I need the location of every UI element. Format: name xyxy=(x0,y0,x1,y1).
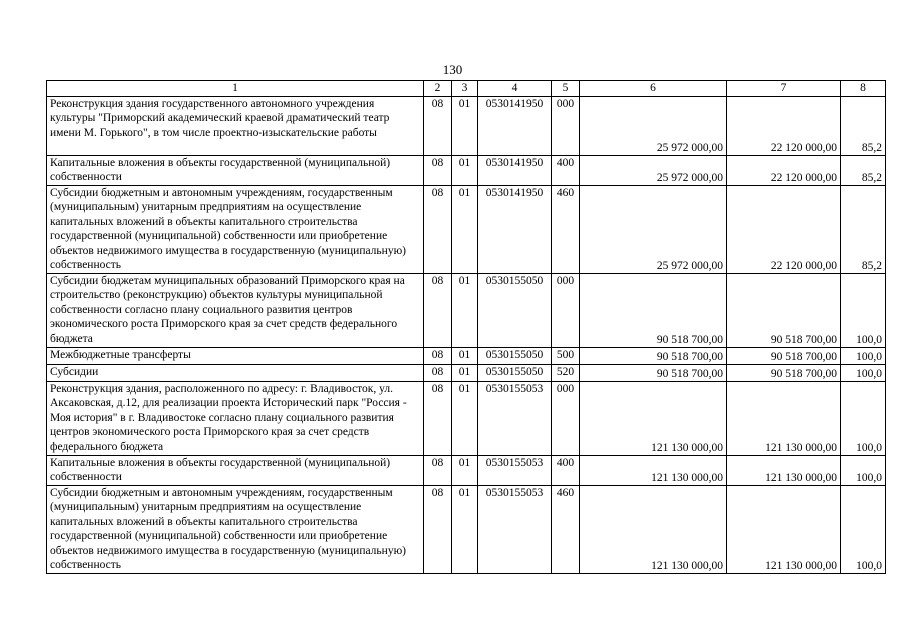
executed-amount: 22 120 000,00 xyxy=(727,156,841,186)
executed-amount: 121 130 000,00 xyxy=(727,382,841,456)
subsection-code: 01 xyxy=(452,274,478,348)
row-description: Субсидии бюджетам муниципальных образований Приморского края на строительство (реконструкцию) объектов культуры муниципальной собственности согласно плану социального развития центров экономического роста Приморского края за счет средств федерального бюджета xyxy=(47,274,424,348)
row-description: Капитальные вложения в объекты государственной (муниципальной) собственности xyxy=(47,156,424,186)
executed-amount: 90 518 700,00 xyxy=(727,365,841,382)
section-code: 08 xyxy=(424,97,452,156)
expense-type-code: 000 xyxy=(552,382,580,456)
row-description: Субсидии бюджетным и автономным учреждениям, государственным (муниципальным) унитарным предприятиям на осуществление капитальных вложений в объекты капитального строительства государственной (муниципальной) собственности или приобретение объектов недвижимого имущества в государственную (муниципальную) собственность xyxy=(47,486,424,574)
execution-percent: 85,2 xyxy=(841,156,886,186)
table-row xyxy=(47,382,886,456)
expense-type-code: 500 xyxy=(552,348,580,365)
planned-amount: 121 130 000,00 xyxy=(580,486,727,574)
execution-percent: 100,0 xyxy=(841,456,886,486)
subsection-code: 01 xyxy=(452,156,478,186)
row-description: Субсидии xyxy=(47,365,424,382)
execution-percent: 100,0 xyxy=(841,274,886,348)
expense-type-code: 400 xyxy=(552,456,580,486)
execution-percent: 100,0 xyxy=(841,486,886,574)
column-header: 5 xyxy=(552,81,580,97)
target-article-code: 0530155050 xyxy=(478,274,552,348)
column-header: 1 xyxy=(47,81,424,97)
column-header: 7 xyxy=(727,81,841,97)
target-article-code: 0530141950 xyxy=(478,156,552,186)
planned-amount: 90 518 700,00 xyxy=(580,274,727,348)
table-row xyxy=(47,348,886,365)
planned-amount: 121 130 000,00 xyxy=(580,382,727,456)
expense-type-code: 000 xyxy=(552,97,580,156)
header-row xyxy=(47,81,886,97)
section-code: 08 xyxy=(424,456,452,486)
table-row xyxy=(47,365,886,382)
planned-amount: 25 972 000,00 xyxy=(580,186,727,274)
expense-type-code: 400 xyxy=(552,156,580,186)
executed-amount: 121 130 000,00 xyxy=(727,486,841,574)
table-row xyxy=(47,486,886,574)
column-header: 4 xyxy=(478,81,552,97)
table-row xyxy=(47,274,886,348)
planned-amount: 25 972 000,00 xyxy=(580,156,727,186)
row-description: Реконструкция здания, расположенного по адресу: г. Владивосток, ул. Аксаковская, д.12, для реализации проекта Исторический парк "Россия - Моя история" в г. Владивостоке согласно плану социального развития центров экономического роста Приморского края за счет средств федерального бюджета xyxy=(47,382,424,456)
subsection-code: 01 xyxy=(452,348,478,365)
target-article-code: 0530155053 xyxy=(478,486,552,574)
column-header: 8 xyxy=(841,81,886,97)
subsection-code: 01 xyxy=(452,97,478,156)
subsection-code: 01 xyxy=(452,456,478,486)
executed-amount: 22 120 000,00 xyxy=(727,97,841,156)
executed-amount: 90 518 700,00 xyxy=(727,348,841,365)
table-row xyxy=(47,186,886,274)
target-article-code: 0530155050 xyxy=(478,365,552,382)
execution-percent: 85,2 xyxy=(841,97,886,156)
target-article-code: 0530155053 xyxy=(478,456,552,486)
page-number: 130 xyxy=(442,62,463,77)
execution-percent: 85,2 xyxy=(841,186,886,274)
table-row xyxy=(47,456,886,486)
executed-amount: 90 518 700,00 xyxy=(727,274,841,348)
executed-amount: 121 130 000,00 xyxy=(727,456,841,486)
expense-type-code: 000 xyxy=(552,274,580,348)
planned-amount: 121 130 000,00 xyxy=(580,456,727,486)
expense-type-code: 460 xyxy=(552,186,580,274)
table-header xyxy=(47,81,886,97)
table-body xyxy=(47,97,886,574)
target-article-code: 0530141950 xyxy=(478,97,552,156)
table-row xyxy=(47,97,886,156)
section-code: 08 xyxy=(424,156,452,186)
subsection-code: 01 xyxy=(452,186,478,274)
column-header: 6 xyxy=(580,81,727,97)
subsection-code: 01 xyxy=(452,486,478,574)
section-code: 08 xyxy=(424,486,452,574)
executed-amount: 22 120 000,00 xyxy=(727,186,841,274)
row-description: Субсидии бюджетным и автономным учреждениям, государственным (муниципальным) унитарным предприятиям на осуществление капитальных вложений в объекты капитального строительства государственной (муниципальной) собственности или приобретение объектов недвижимого имущества в государственную (муниципальную) собственность xyxy=(47,186,424,274)
section-code: 08 xyxy=(424,382,452,456)
table-row xyxy=(47,156,886,186)
execution-percent: 100,0 xyxy=(841,348,886,365)
column-header: 3 xyxy=(452,81,478,97)
planned-amount: 90 518 700,00 xyxy=(580,365,727,382)
target-article-code: 0530155053 xyxy=(478,382,552,456)
section-code: 08 xyxy=(424,348,452,365)
expense-type-code: 460 xyxy=(552,486,580,574)
column-header: 2 xyxy=(424,81,452,97)
section-code: 08 xyxy=(424,274,452,348)
expense-type-code: 520 xyxy=(552,365,580,382)
budget-table xyxy=(46,80,886,574)
subsection-code: 01 xyxy=(452,382,478,456)
row-description: Межбюджетные трансферты xyxy=(47,348,424,365)
target-article-code: 0530155050 xyxy=(478,348,552,365)
planned-amount: 25 972 000,00 xyxy=(580,97,727,156)
planned-amount: 90 518 700,00 xyxy=(580,348,727,365)
execution-percent: 100,0 xyxy=(841,365,886,382)
execution-percent: 100,0 xyxy=(841,382,886,456)
subsection-code: 01 xyxy=(452,365,478,382)
section-code: 08 xyxy=(424,186,452,274)
row-description: Капитальные вложения в объекты государственной (муниципальной) собственности xyxy=(47,456,424,486)
section-code: 08 xyxy=(424,365,452,382)
target-article-code: 0530141950 xyxy=(478,186,552,274)
row-description: Реконструкция здания государственного автономного учреждения культуры "Приморский академический краевой драматический театр имени М. Горького", в том числе проектно-изыскательские работы xyxy=(47,97,424,156)
